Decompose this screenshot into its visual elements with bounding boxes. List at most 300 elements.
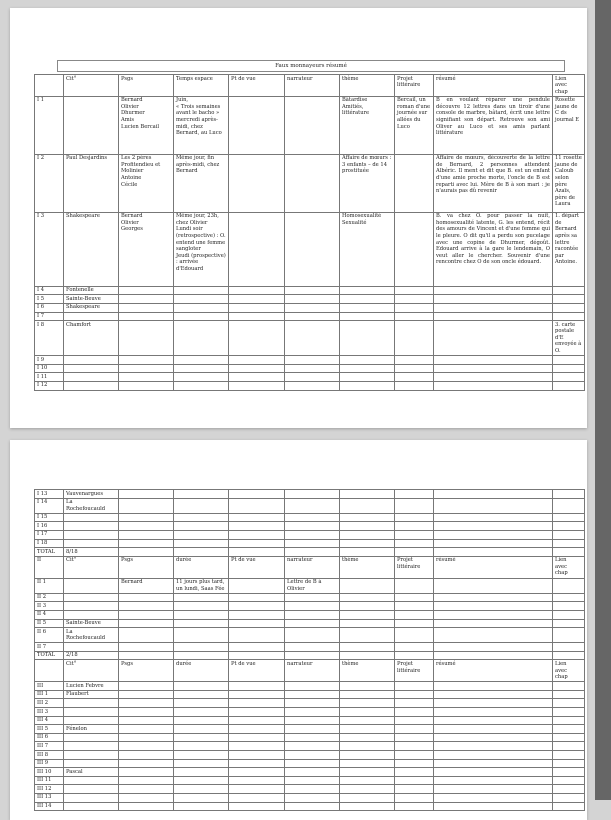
table-row [35,522,585,531]
cell-chapter-link [553,793,585,802]
cell-passages [119,802,174,811]
cell-time-space [174,742,229,751]
cell-time-space [174,356,229,365]
cell-passages [119,776,174,785]
cell-citation [64,530,119,539]
cell-passages [119,513,174,522]
total-label: TOTAL [35,548,64,557]
cell-summary [434,759,553,768]
cell-citation [64,602,119,611]
cell-theme [340,381,395,390]
cell-point-of-view [229,381,285,390]
table-row [35,682,585,691]
cell-chapter-link [553,295,585,304]
cell-empty [340,548,395,557]
cell-time-space: 11 jours plus tard, un lundi, Saas Fée [174,578,229,593]
column-header-summary: résumé [434,660,553,682]
cell-chapter-link [553,356,585,365]
cell-narrator [285,742,340,751]
cell-narrator [285,802,340,811]
cell-literary-project [395,498,434,513]
table-row [35,530,585,539]
cell-point-of-view [229,373,285,382]
cell-summary [434,490,553,499]
cell-chapter-link [553,699,585,708]
cell-summary: Affaire de mœurs, découverte de la lettre de Bernard, 2 personnes attendent Albéric. Il ment et dit que B. est un enfant d'une amie proche morte, l'oncle de B est reparti avec lui. Mère de B à son mari : je n'aurais pas dû revenir [434,154,553,212]
cell-summary [434,286,553,295]
cell-summary: B en voulant réparer une pendule découvre 12 lettres dans un tiroir d'une console de marbre, bâtard, écrit une lettre signifiant son départ. Retrouve son ami Oliver au Luco et ses amis parlant littérature [434,96,553,154]
table-row [35,690,585,699]
cell-narrator [285,381,340,390]
cell-point-of-view [229,593,285,602]
cell-summary [434,321,553,356]
cell-time-space [174,490,229,499]
cell-passages: Bernard Olivier Dhurmer Amis Lucien Bercail [119,96,174,154]
cell-narrator [285,682,340,691]
cell-theme [340,364,395,373]
cell-empty [285,548,340,557]
cell-literary-project [395,725,434,734]
cell-narrator [285,295,340,304]
cell-passages [119,690,174,699]
table-row [35,364,585,373]
column-header-chapter-link: Lien avec chap [553,75,585,97]
cell-narrator [285,498,340,513]
cell-theme [340,751,395,760]
cell-theme [340,286,395,295]
column-header-narrator: narrateur [285,75,340,97]
cell-chapter-link: 1. départ de Bernard après sa lettre racontée par Antoine. [553,212,585,286]
cell-time-space [174,716,229,725]
cell-time-space: Même jour, fin après-midi, chez Bernard [174,154,229,212]
table-row [35,699,585,708]
cell-passages [119,751,174,760]
cell-chapter-link [553,593,585,602]
cell-theme [340,530,395,539]
cell-empty [434,548,553,557]
cell-point-of-view [229,802,285,811]
cell-passages [119,793,174,802]
cell-summary [434,513,553,522]
cell-passages [119,733,174,742]
cell-summary [434,708,553,717]
cell-point-of-view [229,716,285,725]
cell-literary-project [395,785,434,794]
cell-chapter-link [553,303,585,312]
cell-theme [340,303,395,312]
cell-citation [64,373,119,382]
cell-theme [340,602,395,611]
column-header-time-space: Temps espace [174,75,229,97]
column-header-citation: Cit° [64,660,119,682]
cell-row-id: I 3 [35,212,64,286]
cell-chapter-link [553,610,585,619]
cell-passages [119,628,174,643]
cell-citation: Flaubert [64,690,119,699]
column-header-passages: Psgs [119,660,174,682]
cell-row-id: I 7 [35,312,64,321]
cell-passages: Les 2 pères Profitendieu et Molinier Antoine Cécile [119,154,174,212]
cell-passages: Bernard [119,578,174,593]
cell-summary [434,628,553,643]
cell-time-space [174,725,229,734]
cell-point-of-view [229,699,285,708]
cell-chapter-link [553,759,585,768]
cell-passages [119,619,174,628]
cell-narrator [285,776,340,785]
table-row [35,578,585,593]
table-row [35,776,585,785]
cell-point-of-view [229,522,285,531]
table-row [35,619,585,628]
cell-citation [64,610,119,619]
cell-point-of-view [229,490,285,499]
cell-point-of-view [229,602,285,611]
total-row [35,651,585,660]
cell-point-of-view [229,708,285,717]
cell-literary-project [395,802,434,811]
cell-empty [174,651,229,660]
cell-chapter-link [553,690,585,699]
cell-empty [553,651,585,660]
cell-summary [434,768,553,777]
cell-narrator [285,593,340,602]
cell-row-id: I 6 [35,303,64,312]
cell-point-of-view [229,321,285,356]
cell-literary-project [395,716,434,725]
cell-summary: B. va chez O. pour passer la nuit, homosexualité latente, G. les entend, récit des amours de Vincent et d'une femme qui le pleure. O dit qu'il a perdu son pucelage avec une copine de Dhurmer, dégoût. Edouard arrive à la gare le lendemain, O veut aller le chercher. Souvenir d'une rencontre chez O de son oncle édouard. [434,212,553,286]
cell-row-id: III 3 [35,708,64,717]
cell-time-space: Même jour, 23h, chez Olivier Lundi soir (retrospective) : O. entend une femme sangloter Jeudi (prospective) : arrivée d'Edouard [174,212,229,286]
cell-time-space [174,759,229,768]
cell-narrator [285,785,340,794]
table-row [35,785,585,794]
cell-time-space [174,776,229,785]
cell-summary [434,682,553,691]
table-row [35,513,585,522]
cell-theme [340,708,395,717]
cell-literary-project [395,793,434,802]
cell-summary [434,725,553,734]
cell-passages [119,498,174,513]
cell-time-space [174,498,229,513]
column-header-narrator: narrateur [285,556,340,578]
cell-row-id: I 11 [35,373,64,382]
cell-literary-project [395,381,434,390]
table-row [35,725,585,734]
cell-citation [64,742,119,751]
cell-literary-project [395,733,434,742]
summary-table-page-2 [34,489,585,811]
cell-citation [64,699,119,708]
cell-passages [119,321,174,356]
cell-narrator [285,303,340,312]
cell-literary-project [395,295,434,304]
cell-passages [119,725,174,734]
cell-chapter-link [553,733,585,742]
cell-theme [340,759,395,768]
cell-summary [434,733,553,742]
cell-literary-project [395,212,434,286]
table-row [35,373,585,382]
table-row [35,490,585,499]
table-header-row [35,75,585,97]
cell-theme [340,522,395,531]
cell-row-id: I 9 [35,356,64,365]
cell-narrator [285,690,340,699]
cell-narrator [285,513,340,522]
cell-row-id: I 2 [35,154,64,212]
column-header-point-of-view: Pt de vue [229,556,285,578]
cell-theme [340,610,395,619]
cell-chapter-link [553,530,585,539]
cell-time-space [174,295,229,304]
cell-literary-project [395,682,434,691]
cell-point-of-view [229,295,285,304]
cell-row-id: III 11 [35,776,64,785]
cell-row-id: I 18 [35,539,64,548]
cell-narrator [285,530,340,539]
cell-chapter-link [553,539,585,548]
table-row [35,498,585,513]
cell-point-of-view [229,768,285,777]
cell-citation: Shakespeare [64,303,119,312]
cell-theme [340,699,395,708]
cell-theme [340,312,395,321]
column-header-literary-project: Projet littéraire [395,556,434,578]
column-header-narrator: narrateur [285,660,340,682]
table-row [35,733,585,742]
cell-summary [434,742,553,751]
cell-chapter-link [553,578,585,593]
cell-literary-project [395,373,434,382]
cell-row-id: II 5 [35,619,64,628]
cell-citation [64,733,119,742]
cell-literary-project [395,312,434,321]
cell-citation [64,708,119,717]
cell-time-space [174,321,229,356]
table-header-row [35,556,585,578]
cell-theme [340,373,395,382]
cell-point-of-view [229,690,285,699]
cell-point-of-view [229,530,285,539]
cell-citation [64,793,119,802]
cell-passages [119,286,174,295]
cell-summary [434,312,553,321]
cell-literary-project [395,513,434,522]
cell-chapter-link [553,381,585,390]
table-row [35,751,585,760]
cell-narrator [285,522,340,531]
cell-literary-project [395,602,434,611]
cell-citation [64,364,119,373]
cell-narrator [285,539,340,548]
cell-chapter-link [553,628,585,643]
cell-citation [64,785,119,794]
cell-row-id: I 8 [35,321,64,356]
cell-citation [64,759,119,768]
cell-theme [340,628,395,643]
cell-narrator [285,610,340,619]
cell-citation: Paul Desjardins [64,154,119,212]
cell-summary [434,295,553,304]
cell-chapter-link [553,373,585,382]
column-header-chapter-link: Lien avec chap [553,556,585,578]
cell-row-id: I 5 [35,295,64,304]
cell-time-space [174,628,229,643]
cell-literary-project [395,751,434,760]
scrollbar[interactable] [595,0,611,800]
cell-literary-project [395,643,434,652]
cell-theme [340,733,395,742]
cell-theme [340,578,395,593]
cell-narrator [285,733,340,742]
cell-row-id: III 9 [35,759,64,768]
table-row [35,716,585,725]
cell-literary-project [395,742,434,751]
cell-citation [64,513,119,522]
cell-passages [119,768,174,777]
cell-citation [64,578,119,593]
cell-row-id: III [35,682,64,691]
cell-literary-project [395,522,434,531]
cell-time-space [174,530,229,539]
table-row [35,295,585,304]
cell-chapter-link [553,312,585,321]
cell-theme [340,785,395,794]
cell-summary [434,578,553,593]
cell-summary [434,593,553,602]
cell-time-space [174,699,229,708]
table-row [35,356,585,365]
cell-point-of-view [229,793,285,802]
cell-theme: Bâtardise Amitiés, littérature [340,96,395,154]
cell-citation: Pascal [64,768,119,777]
cell-citation [64,312,119,321]
cell-literary-project [395,610,434,619]
cell-chapter-link [553,498,585,513]
cell-row-id: I 15 [35,513,64,522]
cell-chapter-link [553,725,585,734]
cell-empty [434,651,553,660]
cell-narrator [285,312,340,321]
cell-literary-project [395,154,434,212]
cell-passages [119,364,174,373]
cell-theme [340,716,395,725]
cell-summary [434,364,553,373]
cell-summary [434,602,553,611]
cell-theme: Homosexualité Sexualité [340,212,395,286]
cell-chapter-link [553,286,585,295]
cell-time-space [174,286,229,295]
cell-empty [395,548,434,557]
cell-narrator [285,490,340,499]
cell-row-id: II 2 [35,593,64,602]
column-header-literary-project: Projet littéraire [395,75,434,97]
cell-narrator [285,716,340,725]
cell-literary-project [395,768,434,777]
cell-theme [340,643,395,652]
cell-citation [64,776,119,785]
cell-chapter-link [553,619,585,628]
table-row [35,742,585,751]
cell-time-space [174,593,229,602]
cell-point-of-view [229,212,285,286]
cell-row-id: III 2 [35,699,64,708]
table-header-row [35,660,585,682]
cell-time-space [174,539,229,548]
cell-summary [434,793,553,802]
cell-time-space [174,708,229,717]
cell-chapter-link [553,776,585,785]
cell-point-of-view [229,759,285,768]
cell-row-id: I 1 [35,96,64,154]
cell-time-space: Juin, « Trois semaines avant le bacho » mercredi après-midi, chez Bernard, au Luco [174,96,229,154]
cell-chapter-link [553,742,585,751]
cell-citation: Fontenelle [64,286,119,295]
column-header-point-of-view: Pt de vue [229,660,285,682]
cell-time-space [174,522,229,531]
table-row [35,154,585,212]
cell-empty [119,548,174,557]
cell-time-space [174,682,229,691]
cell-literary-project [395,699,434,708]
cell-citation [64,751,119,760]
total-value: 8/18 [64,548,119,557]
cell-point-of-view [229,303,285,312]
cell-time-space [174,513,229,522]
cell-narrator [285,643,340,652]
table-row [35,312,585,321]
cell-narrator [285,373,340,382]
cell-theme [340,356,395,365]
cell-row-id: II 3 [35,602,64,611]
cell-row-id: II 7 [35,643,64,652]
cell-passages [119,373,174,382]
cell-chapter-link [553,768,585,777]
cell-point-of-view [229,96,285,154]
cell-theme [340,742,395,751]
cell-passages [119,708,174,717]
cell-row-id: II 1 [35,578,64,593]
cell-point-of-view [229,364,285,373]
cell-row-id: III 8 [35,751,64,760]
cell-row-id: I 13 [35,490,64,499]
cell-passages [119,610,174,619]
cell-summary [434,303,553,312]
cell-summary [434,381,553,390]
cell-citation [64,716,119,725]
column-header-passages: Psgs [119,75,174,97]
column-header-row-id [35,75,64,97]
cell-empty [340,651,395,660]
cell-point-of-view [229,733,285,742]
cell-time-space [174,381,229,390]
cell-time-space [174,690,229,699]
cell-literary-project [395,759,434,768]
cell-literary-project [395,321,434,356]
column-header-passages: Psgs [119,556,174,578]
cell-passages [119,539,174,548]
cell-citation [64,643,119,652]
cell-passages [119,716,174,725]
cell-literary-project [395,708,434,717]
table-row [35,212,585,286]
cell-theme [340,295,395,304]
cell-chapter-link [553,522,585,531]
cell-literary-project [395,539,434,548]
cell-theme [340,619,395,628]
